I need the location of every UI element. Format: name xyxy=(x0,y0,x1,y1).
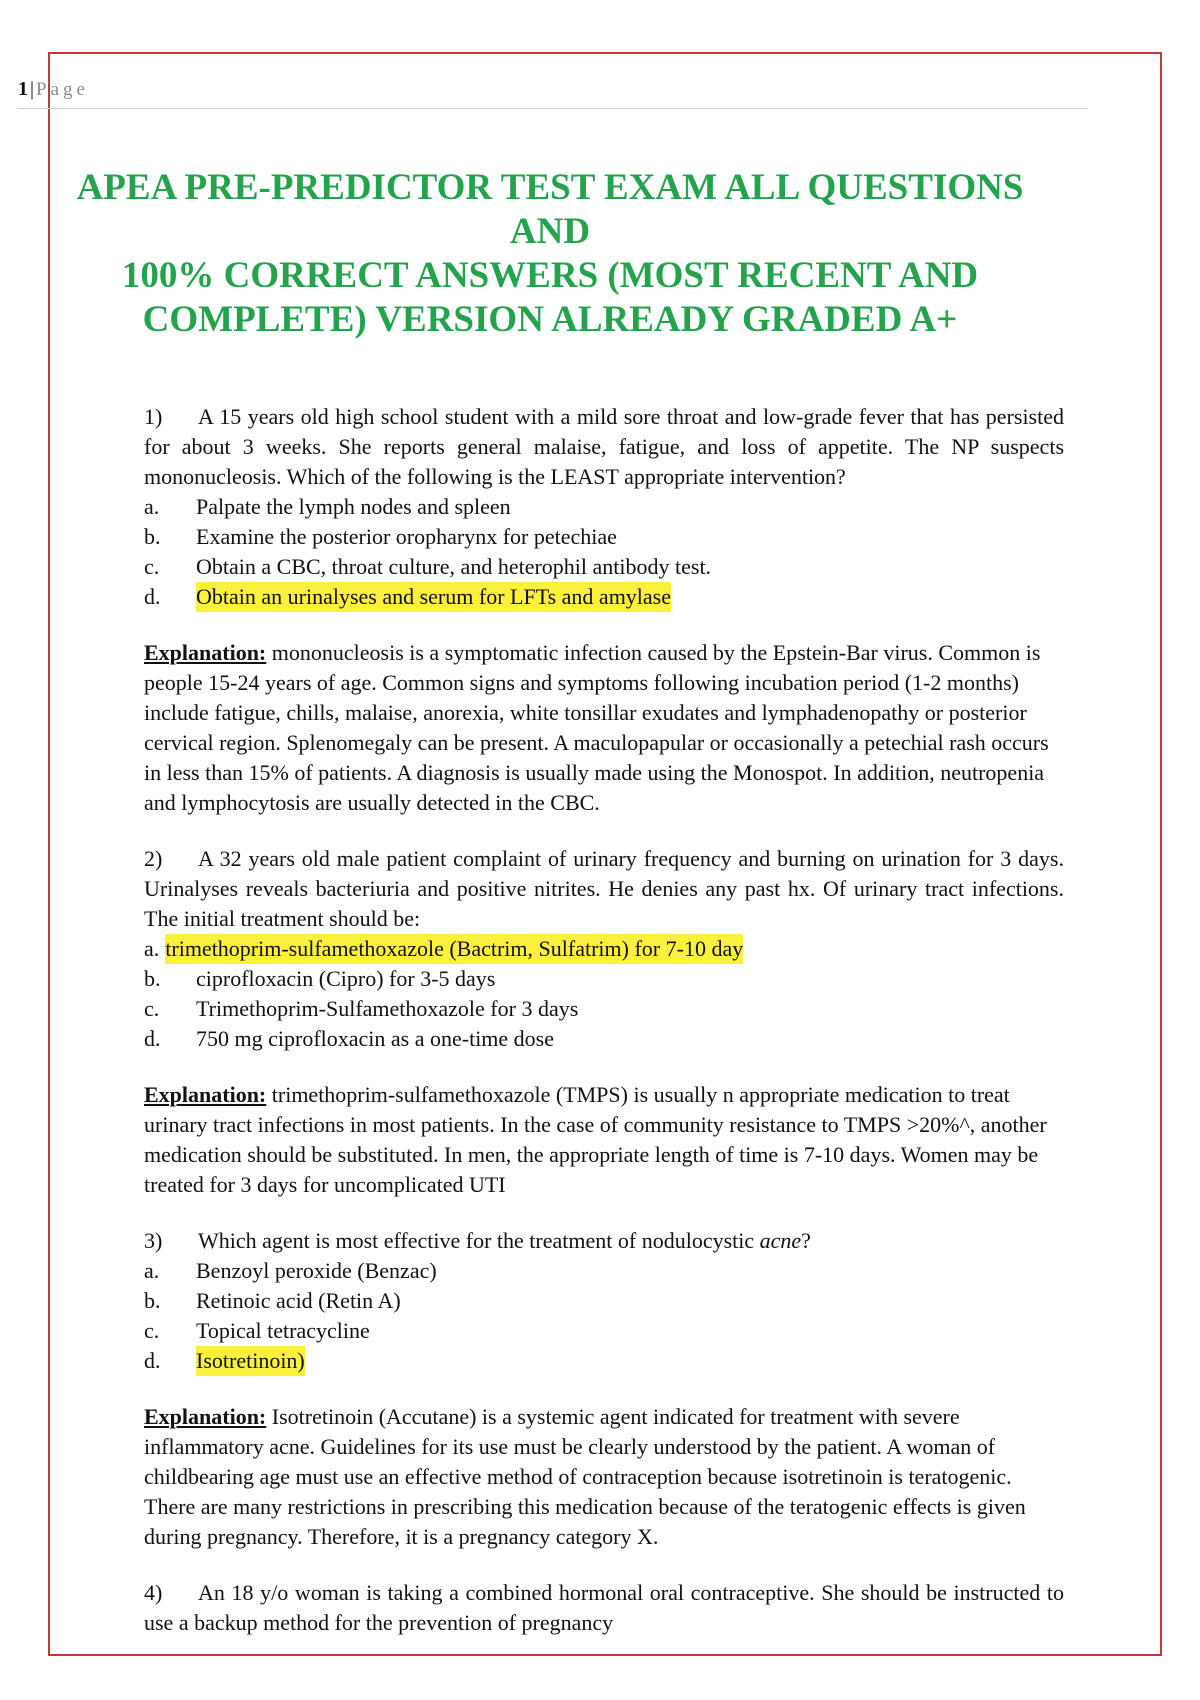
question-number: 3) xyxy=(144,1228,163,1253)
answer-option: b. Examine the posterior oropharynx for petechiae xyxy=(144,522,1064,552)
answer-option: a. Palpate the lymph nodes and spleen xyxy=(144,492,1064,522)
explanation-3 xyxy=(144,1402,1064,1552)
answer-option: b. ciprofloxacin (Cipro) for 3-5 days xyxy=(144,964,1064,994)
title-line: APEA PRE-PREDICTOR TEST EXAM ALL QUESTIONS AND xyxy=(76,167,1024,252)
explanation-text: Isotretinoin (Accutane) is a systemic agent indicated for treatment with severe inflammatory acne. Guidelines for its use must be clearly understood by the patient. A woman of childbearing age must use an effective method of contraception because isotretinoin is teratogenic. There are many restrictions in prescribing this medication because of the teratogenic effects is given during pregnancy. Therefore, it is a pregnancy category X. xyxy=(144,1404,1026,1549)
explanation-label: Explanation: xyxy=(144,1404,267,1429)
explanation-label: Explanation: xyxy=(144,1082,267,1107)
option-text: 750 mg ciprofloxacin as a one-time dose xyxy=(196,1026,555,1051)
page-header xyxy=(18,78,1088,109)
answer-option: c. Obtain a CBC, throat culture, and heterophil antibody test. xyxy=(144,552,1064,582)
question-text-italic: acne xyxy=(759,1228,802,1253)
highlighted-answer: trimethoprim-sulfamethoxazole (Bactrim, Sulfatrim) for 7-10 day xyxy=(165,934,743,964)
option-text: ciprofloxacin (Cipro) for 3-5 days xyxy=(196,966,496,991)
option-text: Retinoic acid (Retin A) xyxy=(196,1288,401,1313)
question-stem xyxy=(144,1578,1064,1638)
question-text: A 15 years old high school student with a mild sore throat and low-grade fever that has persisted for about 3 weeks. She reports general malaise, fatigue, and loss of appetite. The NP suspects mononucleosis. Which of the following is the LEAST appropriate intervention? xyxy=(144,404,1064,489)
title-line: 100% CORRECT ANSWERS (MOST RECENT AND xyxy=(121,255,979,296)
answer-option: c. Topical tetracycline xyxy=(144,1316,1064,1346)
option-text: Examine the posterior oropharynx for petechiae xyxy=(196,524,617,549)
question-stem: 3) Which agent is most effective for the treatment of nodulocystic acne? xyxy=(144,1226,1064,1256)
question-stem xyxy=(144,402,1064,492)
answer-option: a. Benzoyl peroxide (Benzac) xyxy=(144,1256,1064,1286)
question-text: An 18 y/o woman is taking a combined hormonal oral contraceptive. She should be instructed to use a backup method for the prevention of pregnancy xyxy=(144,1580,1064,1635)
question-3 xyxy=(144,1226,1064,1376)
explanation-text: trimethoprim-sulfamethoxazole (TMPS) is usually n appropriate medication to treat urinary tract infections in most patients. In the case of community resistance to TMPS >20%^, another medication should be substituted. In men, the appropriate length of time is 7-10 days. Women may be treated for 3 days for uncomplicated UTI xyxy=(144,1082,1047,1197)
question-4 xyxy=(144,1578,1064,1638)
option-text: Topical tetracycline xyxy=(196,1318,370,1343)
question-number: 1) xyxy=(144,404,163,429)
page-number: 1 xyxy=(18,78,28,100)
highlighted-answer: Obtain an urinalyses and serum for LFTs and amylase xyxy=(196,582,671,612)
question-stem xyxy=(144,844,1064,934)
page-word: Page xyxy=(36,79,89,100)
answer-option: d. 750 mg ciprofloxacin as a one-time dose xyxy=(144,1024,1064,1054)
document-title xyxy=(50,166,1050,342)
explanation-text: mononucleosis is a symptomatic infection caused by the Epstein-Bar virus. Common is people 15-24 years of age. Common signs and symptoms following incubation period (1-2 months) include fatigue, chills, malaise, anorexia, white tonsillar exudates and lymphadenopathy or posterior cervical region. Splenomegaly can be present. A maculopapular or occasionally a petechial rash occurs in less than 15% of patients. A diagnosis is usually made using the Monospot. In addition, neutropenia and lymphocytosis are usually detected in the CBC. xyxy=(144,640,1049,815)
answer-option-correct: d. Isotretinoin) xyxy=(144,1346,1064,1376)
option-text: Trimethoprim-Sulfamethoxazole for 3 days xyxy=(196,996,579,1021)
option-text: Obtain a CBC, throat culture, and heterophil antibody test. xyxy=(196,554,712,579)
question-text: A 32 years old male patient complaint of urinary frequency and burning on urination for 3 days. Urinalyses reveals bacteriuria and positive nitrites. He denies any past hx. Of urinary tract infections. The initial treatment should be: xyxy=(144,846,1064,931)
answer-option-correct: d. Obtain an urinalyses and serum for LFTs and amylase xyxy=(144,582,1064,612)
question-text: Which agent is most effective for the treatment of nodulocystic xyxy=(198,1228,760,1253)
explanation-2 xyxy=(144,1080,1064,1200)
question-number: 2) xyxy=(144,846,163,871)
title-line: COMPLETE) VERSION ALREADY GRADED A+ xyxy=(142,299,958,340)
question-1 xyxy=(144,402,1064,612)
question-2 xyxy=(144,844,1064,1054)
option-text: Palpate the lymph nodes and spleen xyxy=(196,494,511,519)
question-number: 4) xyxy=(144,1580,163,1605)
page-separator: | xyxy=(30,78,35,100)
answer-option: b. Retinoic acid (Retin A) xyxy=(144,1286,1064,1316)
option-text: Benzoyl peroxide (Benzac) xyxy=(196,1258,437,1283)
highlighted-answer: Isotretinoin) xyxy=(196,1346,305,1376)
explanation-1 xyxy=(144,638,1064,818)
explanation-label: Explanation: xyxy=(144,640,267,665)
answer-option-correct: a. trimethoprim-sulfamethoxazole (Bactrim, Sulfatrim) for 7-10 day xyxy=(144,934,1064,964)
answer-option: c. Trimethoprim-Sulfamethoxazole for 3 days xyxy=(144,994,1064,1024)
document-body xyxy=(144,402,1064,1664)
